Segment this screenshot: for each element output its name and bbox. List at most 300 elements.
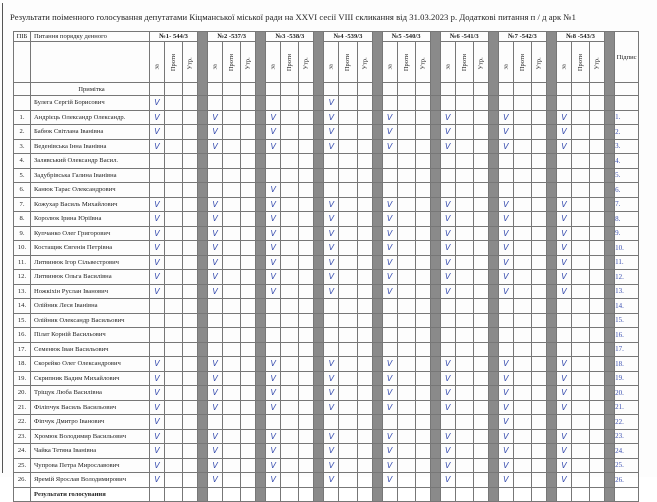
deputy-name: Скорейко Олег Олександрович [31,357,150,372]
separator-column [430,183,440,198]
vote-abstain-cell [415,226,430,241]
vote-abstain-cell [183,444,198,459]
signature-cell: 21. [615,400,639,415]
vote-for-mark: V [208,255,223,270]
vote-for-cell [440,154,455,169]
vote-against-cell [571,183,589,198]
vote-for-mark: V [382,357,397,372]
deputy-name: Тріщук Люба Василівна [31,386,150,401]
separator-column [605,473,615,488]
vote-against-cell [455,125,473,140]
row-number: 9. [14,226,31,241]
vote-abstain-cell [241,342,256,357]
vote-abstain-cell [357,473,372,488]
vote-abstain-cell [299,96,314,111]
vote-for-mark: V [208,429,223,444]
vote-against-cell [455,342,473,357]
vote-type-text: за [444,63,452,69]
vote-abstain-cell [590,183,605,198]
separator-column [488,139,498,154]
vote-abstain-cell [241,444,256,459]
deputy-row [14,444,639,459]
vote-against-cell [339,226,357,241]
separator-column [546,168,556,183]
margin-line [2,3,3,473]
vote-against-cell [339,139,357,154]
vote-abstain-cell [241,284,256,299]
vote-type-label [339,42,357,83]
deputy-row [14,386,639,401]
vote-abstain-cell [357,197,372,212]
separator-column [314,313,324,328]
vote-abstain-cell [531,415,546,430]
separator-column [314,429,324,444]
vote-for-mark: V [266,473,281,488]
vote-abstain-cell [183,400,198,415]
vote-abstain-cell [415,386,430,401]
vote-for-mark: V [440,444,455,459]
vote-abstain-cell [357,212,372,227]
vote-for-cell [498,342,513,357]
separator-column [314,255,324,270]
vote-against-cell [223,139,241,154]
vote-abstain-cell [357,168,372,183]
vote-abstain-cell [415,400,430,415]
vote-abstain-cell [473,458,488,473]
row-number: 23. [14,429,31,444]
vote-against-cell [571,444,589,459]
row-number: 24. [14,444,31,459]
vote-type-label [299,42,314,83]
deputy-row [14,328,639,343]
separator-column [546,139,556,154]
vote-for-mark: V [208,197,223,212]
separator-column [198,32,208,96]
separator-column [314,342,324,357]
vote-abstain-cell [473,386,488,401]
vote-for-cell [208,415,223,430]
vote-for-mark: V [498,255,513,270]
vote-for-mark: V [382,110,397,125]
row-number: 21. [14,400,31,415]
vote-abstain-cell [183,473,198,488]
vote-abstain-cell [415,313,430,328]
vote-type-text: за [211,63,219,69]
vote-type-label [150,42,165,83]
deputy-row [14,168,639,183]
vote-against-cell [223,458,241,473]
vote-abstain-cell [357,444,372,459]
vote-against-cell [223,168,241,183]
vote-against-cell [339,154,357,169]
vote-abstain-cell [473,473,488,488]
vote-against-cell [513,125,531,140]
separator-column [198,342,208,357]
vote-for-mark: V [382,226,397,241]
vote-for-cell [556,299,571,314]
vote-abstain-cell [590,342,605,357]
vote-abstain-cell [241,386,256,401]
vote-type-label [440,42,455,83]
separator-column [546,96,556,111]
separator-column [488,429,498,444]
vote-for-mark: V [266,255,281,270]
vote-abstain-cell [531,183,546,198]
vote-abstain-cell [590,139,605,154]
vote-abstain-cell [357,270,372,285]
vote-for-cell [498,154,513,169]
separator-column [372,429,382,444]
vote-for-mark: V [498,270,513,285]
separator-column [198,110,208,125]
separator-column [372,299,382,314]
vote-for-cell [208,313,223,328]
vote-for-cell [382,96,397,111]
vote-for-mark: V [150,284,165,299]
vote-abstain-cell [531,299,546,314]
vote-for-cell [150,328,165,343]
vote-for-cell [266,328,281,343]
separator-column [314,270,324,285]
separator-column [546,415,556,430]
vote-abstain-cell [415,429,430,444]
row-number: 16. [14,328,31,343]
vote-type-label [556,42,571,83]
deputy-row [14,342,639,357]
vote-abstain-cell [531,270,546,285]
vote-abstain-cell [590,197,605,212]
deputy-name: Бабюк Світлана Іванівна [31,125,150,140]
separator-column [605,386,615,401]
signature-cell: 17. [615,342,639,357]
vote-for-mark: V [498,357,513,372]
vote-for-mark: V [324,473,339,488]
separator-column [546,429,556,444]
row-number: 3. [14,139,31,154]
vote-against-cell [223,386,241,401]
vote-for-cell [150,183,165,198]
signature-cell: 3. [615,139,639,154]
vote-abstain-cell [241,212,256,227]
vote-for-mark: V [498,226,513,241]
vote-abstain-cell [299,400,314,415]
separator-column [198,96,208,111]
vote-abstain-cell [183,183,198,198]
vote-type-label [208,42,223,83]
separator-column [546,328,556,343]
deputy-name: Задубрівська Галина Іванівна [31,168,150,183]
vote-for-mark: V [556,444,571,459]
vote-against-cell [455,444,473,459]
vote-abstain-cell [473,154,488,169]
vote-against-cell [281,357,299,372]
separator-column [430,270,440,285]
separator-column [605,183,615,198]
vote-against-cell [455,415,473,430]
vote-against-cell [281,284,299,299]
signature-cell: 14. [615,299,639,314]
vote-abstain-cell [473,400,488,415]
vote-abstain-cell [299,386,314,401]
row-number: 5. [14,168,31,183]
separator-column [605,400,615,415]
vote-against-cell [165,226,183,241]
vote-for-mark: V [266,183,281,198]
vote-type-label [165,42,183,83]
separator-column [314,110,324,125]
vote-against-cell [397,313,415,328]
vote-against-cell [455,154,473,169]
vote-type-text: Проти [170,53,178,71]
separator-column [198,328,208,343]
vote-for-mark: V [150,371,165,386]
vote-for-mark: V [440,212,455,227]
vote-abstain-cell [183,110,198,125]
separator-column [314,154,324,169]
sheet-title: Результати поіменного голосування депутатами Кіцманської міської ради на XXVI сесії VIII скликання від 31.03.2023 р. Додаткові питання п / д арк №1 [10,12,577,22]
separator-column [546,487,556,502]
vote-against-cell [223,284,241,299]
deputy-row [14,415,639,430]
vote-abstain-cell [299,299,314,314]
separator-column [198,241,208,256]
vote-for-mark: V [498,429,513,444]
agenda-item-header: №5 -540/3 [382,32,430,42]
vote-against-cell [455,110,473,125]
vote-against-cell [339,429,357,444]
vote-for-mark: V [382,255,397,270]
vote-against-cell [397,197,415,212]
vote-against-cell [223,110,241,125]
vote-against-cell [339,241,357,256]
vote-abstain-cell [415,342,430,357]
separator-column [430,197,440,212]
vote-abstain-cell [241,110,256,125]
vote-against-cell [165,168,183,183]
vote-abstain-cell [415,183,430,198]
vote-for-cell [382,342,397,357]
vote-for-cell [556,183,571,198]
vote-for-mark: V [150,458,165,473]
deputy-row [14,270,639,285]
signature-cell: 15. [615,313,639,328]
vote-type-text: Утр. [419,56,427,69]
vote-abstain-cell [415,473,430,488]
vote-against-cell [339,371,357,386]
vote-against-cell [165,415,183,430]
separator-column [605,328,615,343]
separator-column [372,241,382,256]
vote-against-cell [223,197,241,212]
separator-column [546,226,556,241]
vote-for-mark: V [324,429,339,444]
vote-abstain-cell [531,371,546,386]
vote-against-cell [281,415,299,430]
vote-for-mark: V [266,270,281,285]
vote-abstain-cell [357,125,372,140]
vote-type-label [183,42,198,83]
vote-for-mark: V [382,400,397,415]
vote-against-cell [455,299,473,314]
separator-column [605,299,615,314]
deputy-name: Булега Сергій Борисович [31,96,150,111]
separator-column [605,415,615,430]
vote-against-cell [165,400,183,415]
vote-abstain-cell [241,415,256,430]
vote-against-cell [455,270,473,285]
vote-against-cell [571,386,589,401]
deputy-row [14,183,639,198]
vote-against-cell [571,357,589,372]
vote-type-text: Утр. [361,56,369,69]
vote-abstain-cell [241,270,256,285]
deputy-row [14,284,639,299]
vote-against-cell [455,139,473,154]
vote-for-mark: V [150,444,165,459]
deputy-name: Литвинюк Ігор Сільвестрович [31,255,150,270]
vote-against-cell [513,357,531,372]
vote-abstain-cell [299,226,314,241]
vote-against-cell [455,429,473,444]
vote-for-cell [382,299,397,314]
vote-against-cell [397,125,415,140]
vote-abstain-cell [473,357,488,372]
signature-cell: 25. [615,458,639,473]
vote-abstain-cell [531,125,546,140]
separator-column [546,270,556,285]
vote-for-cell [266,96,281,111]
vote-abstain-cell [473,139,488,154]
vote-against-cell [513,429,531,444]
separator-column [256,226,266,241]
vote-against-cell [397,415,415,430]
row-number [14,96,31,111]
vote-against-cell [339,342,357,357]
vote-for-mark: V [382,458,397,473]
vote-against-cell [513,473,531,488]
vote-against-cell [397,371,415,386]
vote-against-cell [281,96,299,111]
vote-against-cell [281,473,299,488]
vote-for-mark: V [150,386,165,401]
vote-against-cell [513,139,531,154]
vote-against-cell [571,371,589,386]
vote-for-mark: V [150,241,165,256]
vote-against-cell [339,183,357,198]
separator-column [488,270,498,285]
vote-abstain-cell [531,110,546,125]
separator-column [372,270,382,285]
deputy-row [14,154,639,169]
vote-against-cell [223,342,241,357]
separator-column [546,313,556,328]
vote-for-mark: V [440,386,455,401]
vote-abstain-cell [531,197,546,212]
vote-for-mark: V [382,139,397,154]
vote-against-cell [513,168,531,183]
vote-against-cell [281,255,299,270]
vote-abstain-cell [590,415,605,430]
vote-against-cell [281,458,299,473]
vote-abstain-cell [415,299,430,314]
separator-column [430,386,440,401]
vote-against-cell [571,96,589,111]
vote-abstain-cell [357,328,372,343]
vote-abstain-cell [357,400,372,415]
vote-for-cell [324,415,339,430]
signature-cell: 23. [615,429,639,444]
agenda-item-header: №1- 544/3 [150,32,198,42]
vote-for-mark: V [324,110,339,125]
row-number: 2. [14,125,31,140]
vote-abstain-cell [357,342,372,357]
separator-column [314,458,324,473]
vote-abstain-cell [241,429,256,444]
vote-against-cell [281,241,299,256]
vote-against-cell [397,458,415,473]
vote-against-cell [397,299,415,314]
vote-abstain-cell [241,241,256,256]
vote-for-mark: V [324,241,339,256]
vote-against-cell [513,183,531,198]
vote-against-cell [339,299,357,314]
vote-abstain-cell [473,110,488,125]
vote-for-cell [150,313,165,328]
vote-for-mark: V [150,357,165,372]
vote-against-cell [571,328,589,343]
row-number: 18. [14,357,31,372]
vote-against-cell [281,125,299,140]
header-row [14,32,639,42]
deputy-row [14,197,639,212]
vote-abstain-cell [357,357,372,372]
vote-abstain-cell [590,270,605,285]
deputy-name: Костащик Євгенія Петрівна [31,241,150,256]
vote-abstain-cell [473,226,488,241]
separator-column [605,139,615,154]
vote-type-text: за [153,63,161,69]
vote-for-mark: V [266,110,281,125]
vote-abstain-cell [299,357,314,372]
vote-against-cell [281,299,299,314]
vote-against-cell [165,154,183,169]
separator-column [314,197,324,212]
vote-abstain-cell [299,212,314,227]
vote-abstain-cell [415,458,430,473]
vote-abstain-cell [241,255,256,270]
separator-column [314,444,324,459]
vote-against-cell [223,154,241,169]
separator-column [372,197,382,212]
vote-against-cell [455,212,473,227]
vote-for-mark: V [266,226,281,241]
separator-column [546,400,556,415]
vote-abstain-cell [590,255,605,270]
vote-for-mark: V [382,386,397,401]
vote-abstain-cell [357,284,372,299]
vote-for-cell [266,299,281,314]
vote-against-cell [339,357,357,372]
vote-abstain-cell [531,154,546,169]
vote-abstain-cell [415,415,430,430]
vote-abstain-cell [299,328,314,343]
vote-for-mark: V [556,197,571,212]
vote-abstain-cell [299,415,314,430]
separator-column [605,255,615,270]
separator-column [488,183,498,198]
separator-column [372,168,382,183]
vote-against-cell [571,458,589,473]
